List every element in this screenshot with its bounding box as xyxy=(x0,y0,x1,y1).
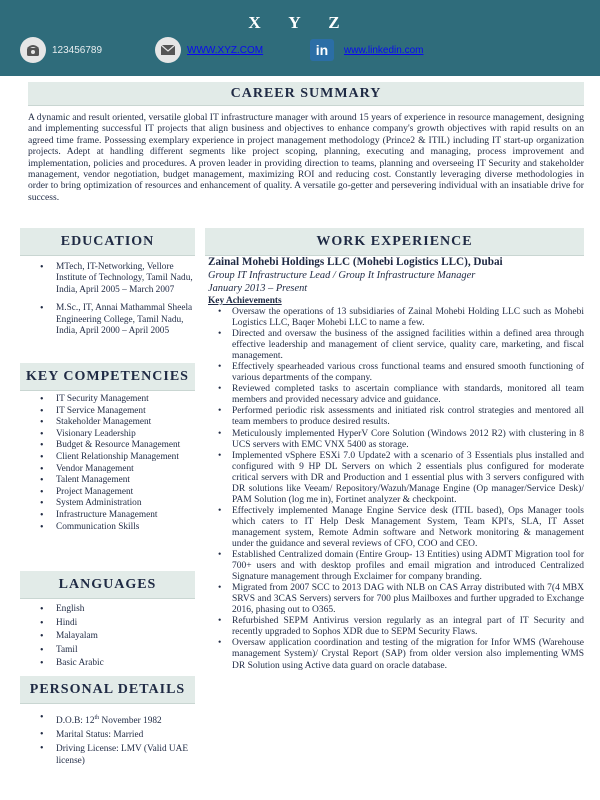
key-competencies-heading: KEY COMPETENCIES xyxy=(20,363,195,391)
achievement-item: • Meticulously implemented HyperV Core Solution (Windows 2012 R2) with clustering in 8 UCS servers with EMC VNX 5400 as storage. xyxy=(214,429,584,451)
dob-item: • D.O.B: 12th November 1982 xyxy=(40,712,190,727)
achievement-item: • Implemented vSphere ESXi 7.0 Update2 with a scenario of 3 Essentials plus installed and configured with 9 HP DL Servers on which 2 essentials plus configured for moderate critical servers with DR and Production and 1 essential plus with 3 servers configured with DR solutions like Veeam/ Repository/Wazuh/Manage Engine (Op manager/Service Desk)/ PAM Solution (log me in), Fortinet analyzer & checkpoint. xyxy=(214,451,584,506)
language-item: • Tamil xyxy=(40,644,190,658)
achievement-item: • Established Centralized domain (Entire Group- 13 Entities) using ADMT Migration tool for 700+ users and with desktop profiles and email migration and introduced Centralized Signature management through Exclaimer for company branding. xyxy=(214,550,584,583)
education-list xyxy=(40,262,200,337)
phone-contact xyxy=(20,37,102,63)
education-heading: EDUCATION xyxy=(20,228,195,256)
competencies-list xyxy=(40,394,190,533)
achievement-item: • Effectively implemented Manage Engine Service desk (ITIL based), Ops Manager tools which caters to IT Help Desk Management System, Team KPI's, SLA, IT Asset management system, Remote Admin software and Network monitoring & management under the guidance and several reviews of CFO, COO and CEO. xyxy=(214,506,584,550)
language-item: • English xyxy=(40,603,190,617)
achievement-item: • Directed and oversaw the business of the assigned facilities within a defined area through effective leadership and management of client service, quality care, marketing, and fiscal management. xyxy=(214,329,584,362)
phone-number: 123456789 xyxy=(52,44,103,56)
competency-item: • Budget & Resource Management xyxy=(40,440,190,452)
linkedin-icon: in xyxy=(310,39,334,61)
competency-item: • Infrastructure Management xyxy=(40,510,190,522)
email-icon xyxy=(155,37,181,63)
achievement-item: • Refurbished SEPM Antivirus version regularly as an integral part of IT Security and recently upgraded to Sophos XDR due to SEPM Security Flaws. xyxy=(214,616,584,638)
driving-license-item: • Driving License: LMV (Valid UAE license) xyxy=(40,743,190,767)
linkedin-contact xyxy=(310,37,423,63)
education-item: • M.Sc., IT, Annai Mathammal Sheela Engineering College, Tamil Nadu, India, April 2000 – April 2005 xyxy=(40,303,200,337)
company-name: Zainal Mohebi Holdings LLC (Mohebi Logistics LLC), Dubai xyxy=(208,256,503,268)
career-summary-heading: CAREER SUMMARY xyxy=(28,82,584,106)
competency-item: • Client Relationship Management xyxy=(40,452,190,464)
competency-item: • Talent Management xyxy=(40,475,190,487)
achievements-list xyxy=(214,307,584,672)
competency-item: • Stakeholder Management xyxy=(40,417,190,429)
languages-list xyxy=(40,603,190,671)
achievement-item: • Migrated from 2007 SCC to 2013 DAG with NLB on CAS Array distributed with 7(4 MBX SRVS and 3CAS Servers) servers for 700 plus Mailboxes and further upgraded to Exchange 2016, phasing out to O365. xyxy=(214,583,584,616)
key-achievements-heading: Key Achievements xyxy=(208,296,282,306)
achievement-item: • Oversaw the operations of 13 subsidiaries of Zainal Mohebi Holding LLC such as Mohebi Logistics LLC, Baqer Mohebi LLC to name a few. xyxy=(214,307,584,329)
job-dates: January 2013 – Present xyxy=(208,283,308,294)
marital-status-item: • Marital Status: Married xyxy=(40,729,190,741)
language-item: • Hindi xyxy=(40,617,190,631)
achievement-item: • Effectively spearheaded various cross functional teams and ensured smooth functioning of various departments of the company. xyxy=(214,362,584,384)
website-contact xyxy=(155,37,263,63)
language-item: • Basic Arabic xyxy=(40,657,190,671)
candidate-name: X Y Z xyxy=(248,13,352,32)
personal-details-list xyxy=(40,712,190,767)
competency-item: • IT Security Management xyxy=(40,394,190,406)
language-item: • Malayalam xyxy=(40,630,190,644)
linkedin-link[interactable]: www.linkedin.com xyxy=(344,44,424,56)
phone-icon xyxy=(20,37,46,63)
competency-item: • System Administration xyxy=(40,498,190,510)
languages-heading: LANGUAGES xyxy=(20,571,195,599)
work-experience-heading: WORK EXPERIENCE xyxy=(205,228,584,256)
competency-item: • Visionary Leadership xyxy=(40,429,190,441)
education-item: • MTech, IT-Networking, Vellore Institute of Technology, Tamil Nadu, India, April 2005 – March 2007 xyxy=(40,262,200,296)
career-summary-text: A dynamic and result oriented, versatile global IT infrastructure manager with around 15 years of experience in resource management, designing and implementing successful IT projects that align business and objectives to enhance company's growth objectives with rapid results on an agreed time frame. Possessing exemplary experience in project management methodology (Prince2 & ITIL) including IT start-up organization projects. Adept at handling different segments like project scoping, planning, executing and managing, process improvement and implementation, policies and procedures. A proven leader in providing direction to teams, planning and overseeing IT Security and stakeholder management, vendor negotiation, budget management, maximizing ROI and reducing cost. Constantly leveraging diverse methodologies in order to bring optimization of resources and enhancement of quality. A versatile go-getter and persevering individual with an insatiable drive for success. xyxy=(28,112,584,203)
job-title: Group IT Infrastructure Lead / Group It Infrastructure Manager xyxy=(208,270,476,281)
competency-item: • Vendor Management xyxy=(40,464,190,476)
competency-item: • Communication Skills xyxy=(40,522,190,534)
personal-details-heading: PERSONAL DETAILS xyxy=(20,676,195,704)
achievement-item: • Performed periodic risk assessments and initiated risk control strategies and mentored all team members to produce desired results. xyxy=(214,406,584,428)
header-banner xyxy=(0,0,600,76)
achievement-item: • Reviewed completed tasks to ascertain compliance with standards, monitored all team members and provided necessary advice and guidance. xyxy=(214,384,584,406)
achievement-item: • Oversaw application coordination and testing of the migration for Infor WMS (Warehouse management System)/ Crystal Report (SAP) from older version also implementing WMS DR Solution using Active data guard on oracle database. xyxy=(214,638,584,671)
competency-item: • IT Service Management xyxy=(40,406,190,418)
competency-item: • Project Management xyxy=(40,487,190,499)
website-link[interactable]: WWW.XYZ.COM xyxy=(187,44,264,56)
